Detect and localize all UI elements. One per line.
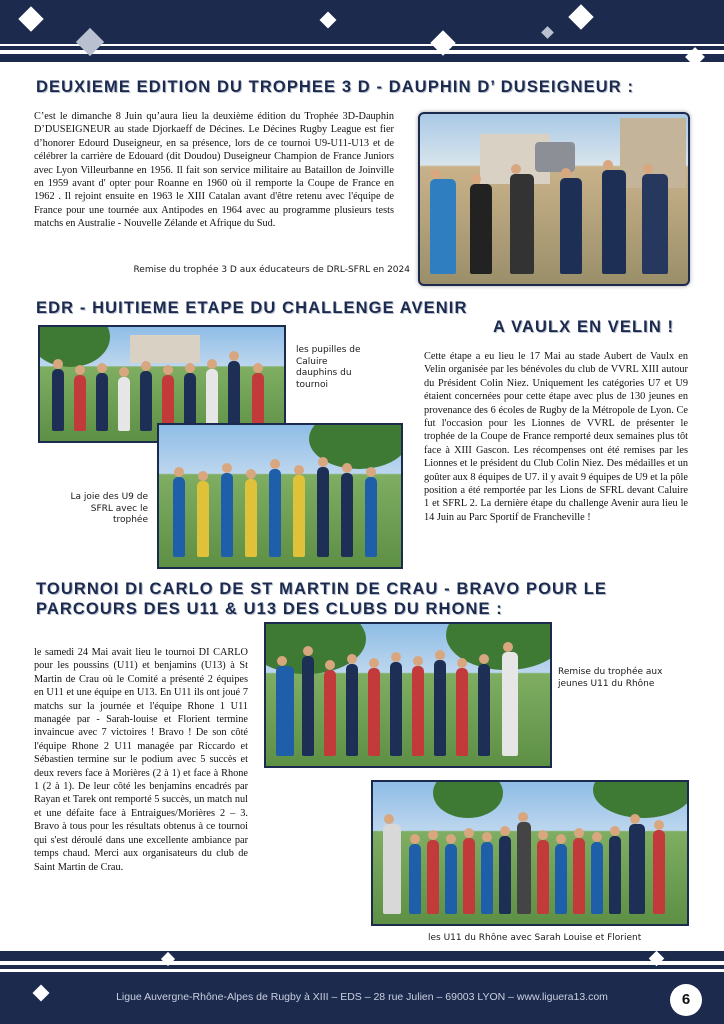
photo-person xyxy=(463,838,475,914)
photo-person xyxy=(228,361,240,431)
header-rule xyxy=(0,46,724,50)
photo-person xyxy=(118,377,130,431)
photo-person xyxy=(573,838,585,914)
photo-tree xyxy=(433,780,503,818)
photo-person xyxy=(499,836,511,914)
photo-person xyxy=(560,178,582,274)
footer-rule-thick xyxy=(0,951,724,961)
photo-person xyxy=(602,170,626,274)
photo-person xyxy=(642,174,668,274)
caluire-photo-caption: les pupilles de Caluire dauphins du tournoi xyxy=(296,345,361,390)
photo-person xyxy=(430,179,456,274)
photo-person xyxy=(510,174,534,274)
u11-team-photo xyxy=(371,780,689,926)
photo-person xyxy=(96,373,108,431)
photo-building xyxy=(130,335,200,363)
photo-person xyxy=(517,822,531,914)
trophy-icon xyxy=(535,142,575,172)
photo-person xyxy=(445,844,457,914)
photo-person xyxy=(245,479,257,557)
photo-person xyxy=(173,477,185,557)
photo-person xyxy=(470,184,492,274)
section-title-dicarlo-line2: PARCOURS DES U11 & U13 DES CLUBS DU RHONE : xyxy=(36,600,503,618)
photo-person xyxy=(52,369,64,431)
photo-person xyxy=(74,375,86,431)
photo-person xyxy=(629,824,645,914)
header-band xyxy=(0,0,724,44)
footer-address: Ligue Auvergne-Rhône-Alpes de Rugby à XIII – EDS – 28 rue Julien – 69003 LYON – www.liguera13.com xyxy=(116,991,608,1003)
section-title-edr-line2: A VAULX EN VELIN ! xyxy=(493,318,675,336)
photo-person xyxy=(206,369,218,431)
trophee-photo-caption: Remise du trophée 3 D aux éducateurs de DRL-SFRL en 2024 xyxy=(133,265,410,275)
photo-person xyxy=(412,666,424,756)
footer-rule xyxy=(0,965,724,969)
photo-person xyxy=(365,477,377,557)
page-number: 6 xyxy=(670,984,702,1016)
dicarlo-article-text: le samedi 24 Mai avait lieu le tournoi DI CARLO pour les poussins (U11) et benjamins (U13) à St Martin de Crau où le Comité a présenté 2 équipes en U11 et une équipe en U13. En U11 ils ont joué 7 matchs sur la journée et l'équipe Rhone 1 U11 managée par - Sarah-louise et Florient termine invaincue avec 7 victoires ! Bravo ! De son côté l'équipe Rhone 2 U11 managée par Riccardo et Sébastien termine sur le podium avec 5 succès et deux revers face à Morières (2 à 1) et face à Rhone 1 (2 à 1). De leur côté les benjamins encadrés par Rayan et Tarek ont remporté 5 succès, un match nul et une défaite face à Entraigues/Morières 2 – 3. Bravo à tous pour les résultats obtenus à ce tournoi qui s'est déroulé dans une excellente ambiance par temps chaud. Merci aux organisateurs du club de Saint Martin de Crau. xyxy=(34,647,248,873)
trophee-article-text: C’est le dimanche 8 Juin qu’aura lieu la deuxième édition du Trophée 3D-Dauphin D’DUSEIGNEUR au stade Djorkaeff de Décines. Le Décines Rugby League est fier d’honorer Edourd Duseigneur, en sa présence, lors de ce tournoi U9-U11-U13 et de célébrer la carrière de Edouard (dit Doudou) Duseigneur Champion de France Juniors avec Lyon Villeurbanne en 1956. Il fait son service militaire au Bataillon de Joinville en 1959 avant d' opter pour Roanne en 1960 où il remporte la Coupe de France en 1962 . Il rejoint ensuite en 1963 le XIII Catalan avant d'être retenu avec l'équipe de France pour une tournée aux Antipodes en 1964 avec au programme plusieurs tests matchs en Australie - Nouvelle Zélande et Afrique du Sud. xyxy=(34,111,394,230)
photo-tree xyxy=(593,780,689,818)
photo-person xyxy=(197,481,209,557)
photo-person xyxy=(302,656,314,756)
photo-person xyxy=(537,840,549,914)
photo-person xyxy=(434,660,446,756)
u11-trophy-photo-caption: Remise du trophée aux jeunes U11 du Rhône xyxy=(558,667,663,689)
photo-person xyxy=(293,475,305,557)
photo-person xyxy=(324,670,336,756)
u11-team-photo-caption: les U11 du Rhône avec Sarah Louise et Florient xyxy=(428,933,642,943)
trophee-photo xyxy=(418,112,690,286)
photo-person xyxy=(341,473,353,557)
photo-person xyxy=(140,371,152,431)
photo-person xyxy=(346,664,358,756)
photo-person xyxy=(481,842,493,914)
photo-person xyxy=(502,652,518,756)
sfrl-u9-photo xyxy=(157,423,403,569)
photo-person xyxy=(478,664,490,756)
photo-person xyxy=(409,844,421,914)
header-diamond xyxy=(685,47,705,67)
photo-person xyxy=(555,844,567,914)
section-title-trophee: DEUXIEME EDITION DU TROPHEE 3 D - DAUPHIN D’ DUSEIGNEUR : xyxy=(36,78,635,96)
photo-person xyxy=(609,836,621,914)
photo-person xyxy=(317,467,329,557)
photo-person xyxy=(221,473,233,557)
edr-article-text: Cette étape a eu lieu le 17 Mai au stade Aubert de Vaulx en Velin organisée par les bénévoles du club de VVRL XIII autour du Président Colin Niez. Uniquement les catégories U7 et U9 étaient concernées pour cette étape avec plus de 130 jeunes en provenance des 6 écoles de Rugby de la Métropole de Lyon. Ce fut l'occasion pour les Lionnes de VVRL de présenter le trophée de la Coupe de France remporté deux semaines plus tôt face à XIII Gascon. Les récompenses ont été remises par les Lionnes et le président du Club Colin Niez. Des médailles et un goûter aux 8 équipes de U7. il y avait 9 équipes de U9 et la pôle position a été remportée par les Lions de SFRL devant Caluire 1 et SFRL 2. La dernière étape du challenge Avenir aura lieu le 14 Juin au Parc Sportif de Francheville ! xyxy=(424,351,688,523)
section-title-edr-line1: EDR - HUITIEME ETAPE DU CHALLENGE AVENIR xyxy=(36,299,468,317)
photo-person xyxy=(383,824,401,914)
section-title-dicarlo-line1: TOURNOI DI CARLO DE ST MARTIN DE CRAU - BRAVO POUR LE xyxy=(36,580,608,598)
photo-person xyxy=(427,840,439,914)
photo-person xyxy=(390,662,402,756)
photo-person xyxy=(591,842,603,914)
sfrl-u9-photo-caption: La joie des U9 de SFRL avec le trophée xyxy=(70,492,148,525)
photo-person xyxy=(368,668,380,756)
photo-person xyxy=(456,668,468,756)
photo-person xyxy=(276,666,294,756)
photo-tree xyxy=(38,325,110,367)
u11-trophy-photo xyxy=(264,622,552,768)
photo-person xyxy=(653,830,665,914)
photo-person xyxy=(269,469,281,557)
header-rule-thick xyxy=(0,54,724,62)
